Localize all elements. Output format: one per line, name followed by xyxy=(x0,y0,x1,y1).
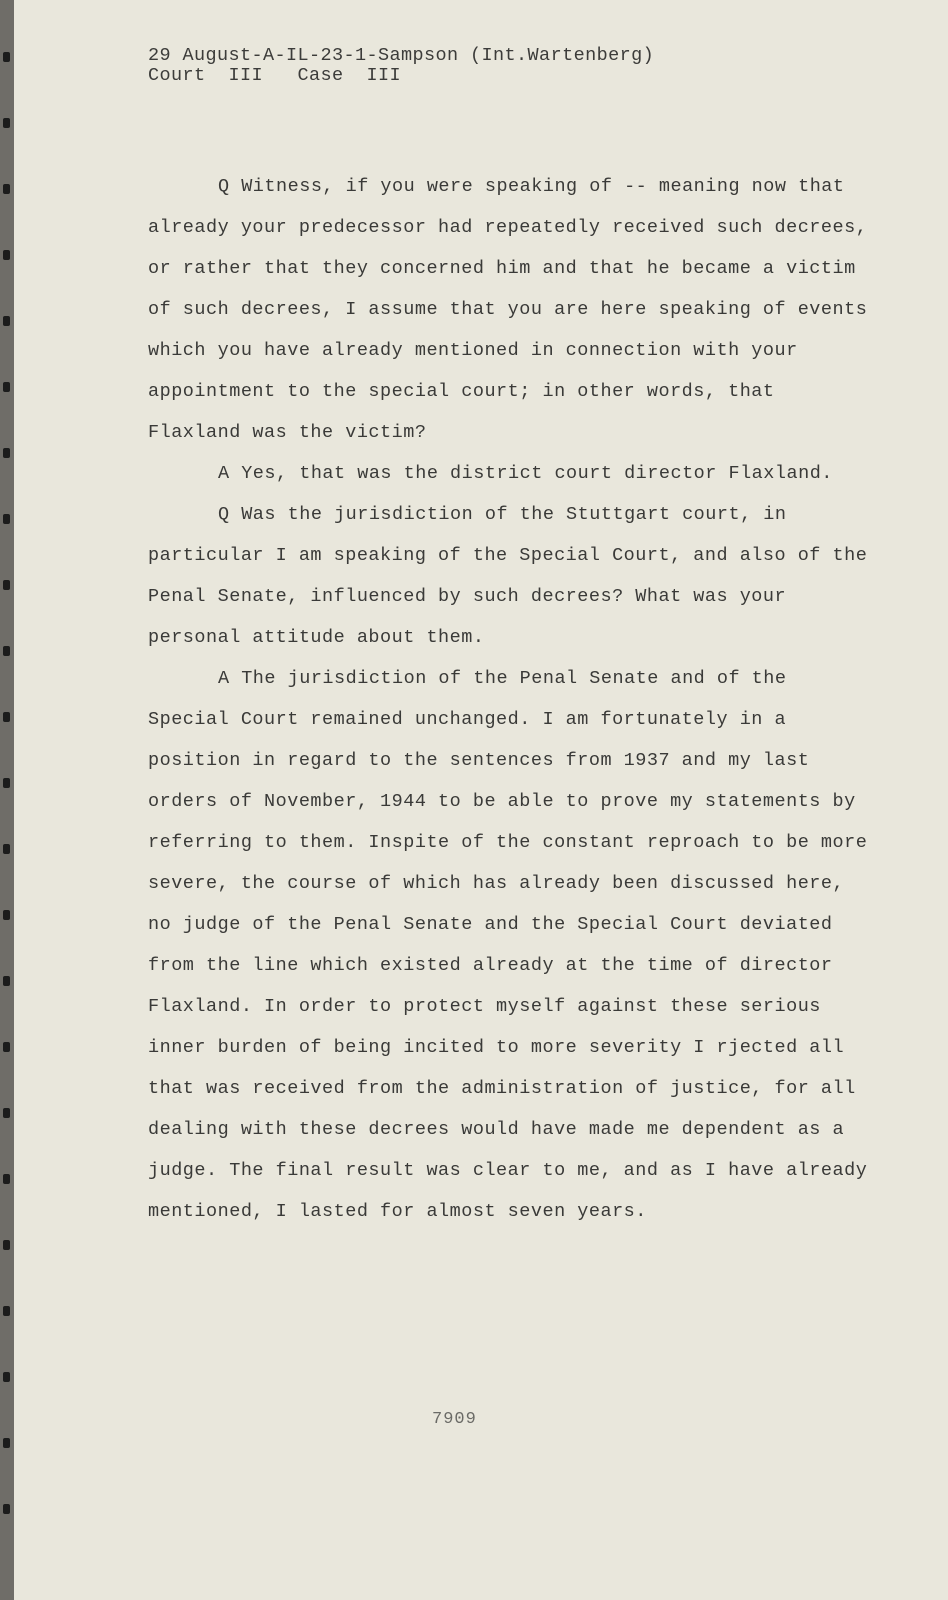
binder-hole xyxy=(3,712,10,722)
answer-paragraph: A The jurisdiction of the Penal Senate and of the Special Court remained unchanged. I am fortunately in a position in regard to the sentences from 1937 and my last orders of November, 1944 to be able to prove my statements by referring to them. Inspite of the constant reproach to be more severe, the course of which has already been discussed here, no judge of the Penal Senate and the Special Court deviated from the line which existed already at the time of director Flaxland. In order to protect myself against these serious inner burden of being incited to more severity I rjected all that was received from the administration of justice, for all dealing with these decrees would have made me dependent as a judge. The final result was clear to me, and as I have already mentioned, I lasted for almost seven years. xyxy=(148,668,868,1222)
session-identifier: 29 August-A-IL-23-1-Sampson (Int.Wartenberg) xyxy=(148,45,655,66)
binder-hole xyxy=(3,1108,10,1118)
binder-hole xyxy=(3,910,10,920)
binder-edge xyxy=(0,0,14,1600)
binder-hole xyxy=(3,778,10,788)
binder-hole xyxy=(3,646,10,656)
binder-hole xyxy=(3,250,10,260)
question-paragraph: Q Witness, if you were speaking of -- meaning now that already your predecessor had repeatedly received such decrees, or rather that they concerned him and that he became a victim of such decrees, I assume that you are here speaking of events which you have already mentioned in connection with your appointment to the special court; in other words, that Flaxland was the victim? xyxy=(148,176,868,443)
binder-hole xyxy=(3,382,10,392)
binder-hole xyxy=(3,52,10,62)
court-case-line: Court III Case III xyxy=(148,65,402,86)
binder-hole xyxy=(3,316,10,326)
transcript-body xyxy=(148,166,868,1232)
binder-hole xyxy=(3,976,10,986)
binder-hole xyxy=(3,1504,10,1514)
binder-hole xyxy=(3,844,10,854)
binder-hole xyxy=(3,1438,10,1448)
binder-hole xyxy=(3,1306,10,1316)
binder-hole xyxy=(3,1042,10,1052)
binder-hole xyxy=(3,1174,10,1184)
question-paragraph: Q Was the jurisdiction of the Stuttgart court, in particular I am speaking of the Special Court, and also of the Penal Senate, influenced by such decrees? What was your personal attitude about them. xyxy=(148,504,868,648)
page-number: 7909 xyxy=(432,1410,477,1429)
binder-hole xyxy=(3,448,10,458)
document-header xyxy=(148,46,654,86)
transcript-page xyxy=(14,0,948,1600)
binder-hole xyxy=(3,1372,10,1382)
binder-hole xyxy=(3,580,10,590)
binder-hole xyxy=(3,184,10,194)
binder-hole xyxy=(3,514,10,524)
binder-hole xyxy=(3,118,10,128)
answer-paragraph: A Yes, that was the district court director Flaxland. xyxy=(218,463,833,484)
binder-hole xyxy=(3,1240,10,1250)
